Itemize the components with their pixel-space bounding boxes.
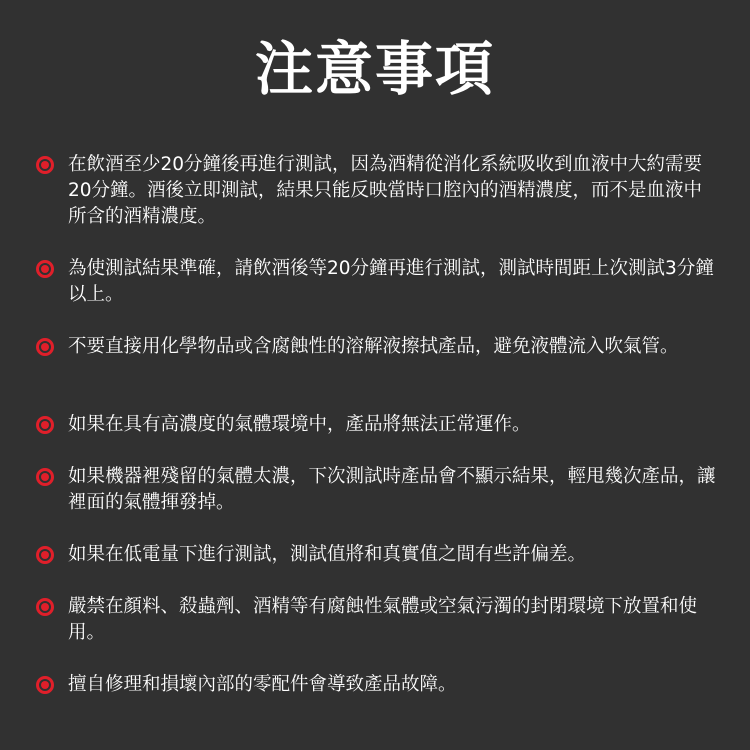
bullet-icon (36, 468, 54, 486)
page-title: 注意事項 (254, 35, 495, 103)
note-item-2: 為使測試結果準確，請飲酒後等20分鐘再進行測試，測試時間距上次測試3分鐘以上。 (68, 258, 714, 305)
note-item-1: 在飲酒至少20分鐘後再進行測試，因為酒精從消化系統吸收到血液中大約需要20分鐘。酒後立即測試，結果只能反映當時口腔內的酒精濃度，而不是血液中所含的酒精濃度。 (68, 154, 703, 227)
bullet-icon (36, 338, 54, 356)
note-item-4: 如果在具有高濃度的氣體環境中，產品將無法正常運作。 (68, 414, 531, 435)
bullet-icon (36, 598, 54, 616)
note-item-7: 嚴禁在顏料、殺蟲劑、酒精等有腐蝕性氣體或空氣污濁的封閉環境下放置和使用。 (68, 596, 698, 643)
bullet-icon (36, 676, 54, 694)
note-item-3: 不要直接用化學物品或含腐蝕性的溶解液擦拭產品，避免液體流入吹氣管。 (68, 336, 679, 357)
note-item-5: 如果機器裡殘留的氣體太濃，下次測試時產品會不顯示結果，輕甩幾次產品，讓裡面的氣體揮發掉。 (68, 466, 716, 513)
bullet-icon (36, 416, 54, 434)
note-item-8: 擅自修理和損壞內部的零配件會導致產品故障。 (68, 674, 457, 695)
bullet-icon (36, 260, 54, 278)
bullet-icon (36, 546, 54, 564)
note-item-6: 如果在低電量下進行測試，測試值將和真實值之間有些許偏差。 (68, 544, 587, 565)
bullet-icon (36, 156, 54, 174)
